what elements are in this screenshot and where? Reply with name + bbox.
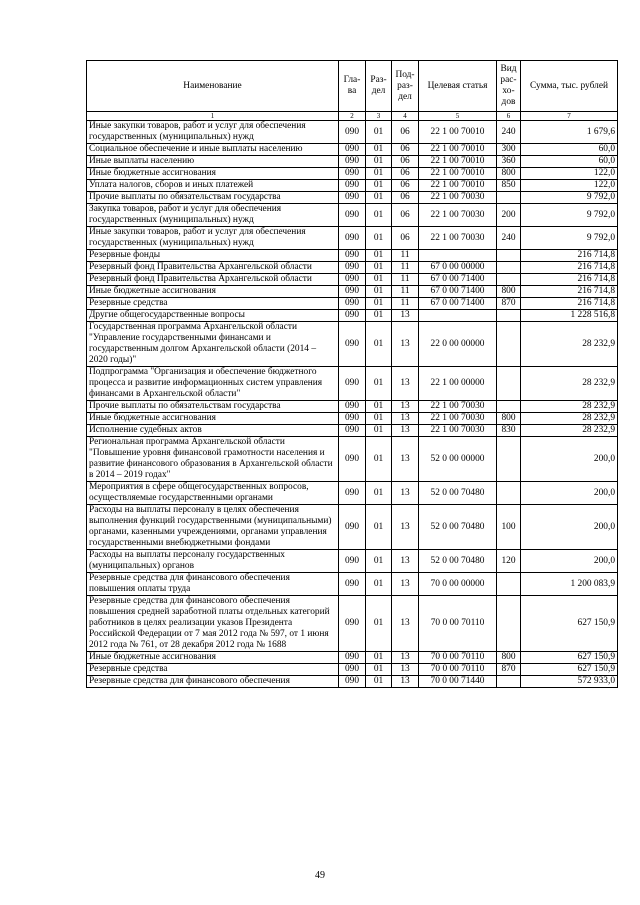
cell-glava: 090 [339, 286, 366, 298]
cell-podrazdel: 11 [392, 262, 419, 274]
cell-razdel: 01 [366, 437, 392, 482]
cell-name: Иные закупки товаров, работ и услуг для обеспечения государственных (муниципальных) нужд [87, 121, 339, 144]
table-row [87, 482, 618, 505]
cell-summa: 1 228 516,8 [521, 310, 618, 322]
cell-glava: 090 [339, 652, 366, 664]
cell-name: Прочие выплаты по обязательствам государства [87, 192, 339, 204]
cell-celevaya [419, 250, 497, 262]
cell-summa: 60,0 [521, 156, 618, 168]
cell-summa: 572 933,0 [521, 676, 618, 688]
cell-razdel: 01 [366, 204, 392, 227]
cell-vid [497, 274, 521, 286]
header-podrazdel: Под-раз-дел [392, 61, 419, 112]
cell-vid: 300 [497, 144, 521, 156]
cell-celevaya [419, 310, 497, 322]
cell-celevaya: 67 0 00 71400 [419, 286, 497, 298]
cell-celevaya: 22 1 00 70010 [419, 168, 497, 180]
cell-glava: 090 [339, 664, 366, 676]
table-row [87, 437, 618, 482]
cell-summa: 216 714,8 [521, 250, 618, 262]
cell-name: Резервные фонды [87, 250, 339, 262]
cell-podrazdel: 11 [392, 274, 419, 286]
column-number: 1 [87, 112, 339, 121]
cell-celevaya: 70 0 00 70110 [419, 596, 497, 652]
cell-vid [497, 262, 521, 274]
cell-glava: 090 [339, 144, 366, 156]
table-row [87, 676, 618, 688]
cell-vid [497, 676, 521, 688]
cell-podrazdel: 06 [392, 168, 419, 180]
cell-vid: 850 [497, 180, 521, 192]
cell-name: Иные выплаты населению [87, 156, 339, 168]
cell-podrazdel: 11 [392, 250, 419, 262]
cell-celevaya: 70 0 00 71440 [419, 676, 497, 688]
cell-summa: 28 232,9 [521, 401, 618, 413]
cell-name: Резервный фонд Правительства Архангельской области [87, 262, 339, 274]
cell-glava: 090 [339, 192, 366, 204]
cell-vid: 360 [497, 156, 521, 168]
table-row [87, 505, 618, 550]
cell-celevaya: 22 1 00 70010 [419, 180, 497, 192]
cell-podrazdel: 13 [392, 322, 419, 367]
cell-podrazdel: 13 [392, 550, 419, 573]
cell-summa: 200,0 [521, 550, 618, 573]
table-row [87, 144, 618, 156]
cell-name: Иные бюджетные ассигнования [87, 413, 339, 425]
cell-name: Исполнение судебных актов [87, 425, 339, 437]
header-razdel: Раз-дел [366, 61, 392, 112]
cell-summa: 1 679,6 [521, 121, 618, 144]
cell-summa: 216 714,8 [521, 298, 618, 310]
table-row [87, 168, 618, 180]
cell-vid: 830 [497, 425, 521, 437]
cell-podrazdel: 06 [392, 156, 419, 168]
cell-celevaya: 22 1 00 70030 [419, 192, 497, 204]
cell-glava: 090 [339, 180, 366, 192]
cell-razdel: 01 [366, 227, 392, 250]
cell-glava: 090 [339, 413, 366, 425]
cell-glava: 090 [339, 596, 366, 652]
table-row [87, 664, 618, 676]
cell-razdel: 01 [366, 322, 392, 367]
cell-glava: 090 [339, 367, 366, 401]
cell-podrazdel: 11 [392, 298, 419, 310]
cell-celevaya: 52 0 00 70480 [419, 482, 497, 505]
cell-celevaya: 22 1 00 70030 [419, 413, 497, 425]
cell-name: Мероприятия в сфере общегосударственных вопросов, осуществляемые государственными органами [87, 482, 339, 505]
header-summa: Сумма, тыс. рублей [521, 61, 618, 112]
header-name: Наименование [87, 61, 339, 112]
table-row [87, 192, 618, 204]
table-row [87, 573, 618, 596]
column-number: 6 [497, 112, 521, 121]
cell-name: Иные закупки товаров, работ и услуг для обеспечения государственных (муниципальных) нужд [87, 227, 339, 250]
cell-razdel: 01 [366, 413, 392, 425]
cell-razdel: 01 [366, 156, 392, 168]
table-row [87, 250, 618, 262]
cell-celevaya: 22 1 00 70030 [419, 227, 497, 250]
table-row [87, 652, 618, 664]
cell-razdel: 01 [366, 310, 392, 322]
cell-podrazdel: 06 [392, 121, 419, 144]
cell-podrazdel: 13 [392, 664, 419, 676]
cell-razdel: 01 [366, 168, 392, 180]
cell-summa: 122,0 [521, 168, 618, 180]
cell-razdel: 01 [366, 425, 392, 437]
cell-razdel: 01 [366, 144, 392, 156]
cell-glava: 090 [339, 262, 366, 274]
cell-glava: 090 [339, 156, 366, 168]
cell-podrazdel: 13 [392, 425, 419, 437]
cell-summa: 1 200 083,9 [521, 573, 618, 596]
cell-name: Другие общегосударственные вопросы [87, 310, 339, 322]
column-number: 4 [392, 112, 419, 121]
cell-summa: 200,0 [521, 482, 618, 505]
cell-glava: 090 [339, 505, 366, 550]
cell-name: Уплата налогов, сборов и иных платежей [87, 180, 339, 192]
column-number-row [87, 112, 618, 121]
cell-summa: 200,0 [521, 505, 618, 550]
cell-podrazdel: 13 [392, 367, 419, 401]
cell-vid: 800 [497, 168, 521, 180]
header-row [87, 61, 618, 112]
cell-podrazdel: 13 [392, 573, 419, 596]
cell-summa: 216 714,8 [521, 262, 618, 274]
cell-name: Резервный фонд Правительства Архангельской области [87, 274, 339, 286]
header-celevaya: Целевая статья [419, 61, 497, 112]
cell-podrazdel: 13 [392, 652, 419, 664]
cell-vid [497, 367, 521, 401]
cell-razdel: 01 [366, 664, 392, 676]
cell-name: Резервные средства [87, 298, 339, 310]
cell-vid: 800 [497, 652, 521, 664]
cell-vid [497, 322, 521, 367]
cell-podrazdel: 06 [392, 204, 419, 227]
cell-name: Подпрограмма "Организация и обеспечение бюджетного процесса и развитие информационных систем управления финансами в Архангельской области" [87, 367, 339, 401]
table-row [87, 596, 618, 652]
table-row [87, 121, 618, 144]
cell-celevaya: 22 1 00 70010 [419, 156, 497, 168]
table-row [87, 227, 618, 250]
table-row [87, 367, 618, 401]
cell-name: Государственная программа Архангельской области "Управление государственными финансами и государственным долгом Архангельской области (2014 – 2020 годы)" [87, 322, 339, 367]
header-vid: Вид рас-хо-дов [497, 61, 521, 112]
cell-glava: 090 [339, 227, 366, 250]
cell-summa: 9 792,0 [521, 227, 618, 250]
cell-vid: 800 [497, 286, 521, 298]
cell-glava: 090 [339, 437, 366, 482]
cell-razdel: 01 [366, 180, 392, 192]
cell-glava: 090 [339, 168, 366, 180]
cell-celevaya: 22 1 00 70030 [419, 425, 497, 437]
column-number: 2 [339, 112, 366, 121]
cell-glava: 090 [339, 573, 366, 596]
cell-podrazdel: 13 [392, 482, 419, 505]
table-row [87, 156, 618, 168]
cell-name: Закупка товаров, работ и услуг для обеспечения государственных (муниципальных) нужд [87, 204, 339, 227]
cell-summa: 216 714,8 [521, 274, 618, 286]
cell-podrazdel: 13 [392, 505, 419, 550]
cell-vid [497, 482, 521, 505]
table-row [87, 413, 618, 425]
cell-podrazdel: 06 [392, 192, 419, 204]
cell-vid: 100 [497, 505, 521, 550]
cell-name: Расходы на выплаты персоналу в целях обеспечения выполнения функций государственными (муниципальными) органами, казенными учреждениями, органами управления государственными внебюджетными фондами [87, 505, 339, 550]
cell-podrazdel: 13 [392, 437, 419, 482]
cell-vid [497, 192, 521, 204]
cell-glava: 090 [339, 482, 366, 505]
cell-vid: 120 [497, 550, 521, 573]
table-row [87, 550, 618, 573]
cell-vid: 240 [497, 121, 521, 144]
cell-celevaya: 70 0 00 70110 [419, 664, 497, 676]
cell-razdel: 01 [366, 676, 392, 688]
cell-name: Резервные средства [87, 664, 339, 676]
cell-razdel: 01 [366, 367, 392, 401]
cell-podrazdel: 13 [392, 401, 419, 413]
cell-celevaya: 67 0 00 71400 [419, 298, 497, 310]
cell-razdel: 01 [366, 121, 392, 144]
cell-celevaya: 22 1 00 70030 [419, 401, 497, 413]
cell-glava: 090 [339, 298, 366, 310]
cell-razdel: 01 [366, 505, 392, 550]
cell-celevaya: 22 1 00 70010 [419, 121, 497, 144]
cell-name: Иные бюджетные ассигнования [87, 168, 339, 180]
cell-celevaya: 70 0 00 00000 [419, 573, 497, 596]
cell-celevaya: 70 0 00 70110 [419, 652, 497, 664]
cell-vid: 240 [497, 227, 521, 250]
cell-podrazdel: 13 [392, 676, 419, 688]
cell-glava: 090 [339, 274, 366, 286]
cell-summa: 627 150,9 [521, 596, 618, 652]
table-row [87, 262, 618, 274]
cell-glava: 090 [339, 425, 366, 437]
cell-glava: 090 [339, 310, 366, 322]
cell-razdel: 01 [366, 573, 392, 596]
cell-podrazdel: 11 [392, 286, 419, 298]
cell-summa: 28 232,9 [521, 425, 618, 437]
cell-podrazdel: 13 [392, 310, 419, 322]
cell-glava: 090 [339, 401, 366, 413]
table-body [87, 121, 618, 688]
cell-vid [497, 401, 521, 413]
cell-podrazdel: 13 [392, 596, 419, 652]
cell-celevaya: 52 0 00 70480 [419, 505, 497, 550]
budget-table [86, 60, 618, 688]
cell-name: Расходы на выплаты персоналу государственных (муниципальных) органов [87, 550, 339, 573]
cell-summa: 200,0 [521, 437, 618, 482]
cell-celevaya: 22 1 00 70030 [419, 204, 497, 227]
cell-vid [497, 310, 521, 322]
cell-razdel: 01 [366, 652, 392, 664]
page-number: 49 [315, 870, 325, 881]
cell-summa: 627 150,9 [521, 664, 618, 676]
cell-name: Резервные средства для финансового обеспечения повышения оплаты труда [87, 573, 339, 596]
cell-razdel: 01 [366, 192, 392, 204]
table-row [87, 180, 618, 192]
cell-celevaya: 22 0 00 00000 [419, 322, 497, 367]
cell-name: Иные бюджетные ассигнования [87, 286, 339, 298]
cell-name: Прочие выплаты по обязательствам государства [87, 401, 339, 413]
cell-summa: 9 792,0 [521, 192, 618, 204]
cell-celevaya: 67 0 00 71400 [419, 274, 497, 286]
cell-name: Социальное обеспечение и иные выплаты населению [87, 144, 339, 156]
cell-celevaya: 67 0 00 00000 [419, 262, 497, 274]
table-row [87, 204, 618, 227]
cell-glava: 090 [339, 121, 366, 144]
cell-summa: 60,0 [521, 144, 618, 156]
cell-razdel: 01 [366, 262, 392, 274]
column-number: 3 [366, 112, 392, 121]
cell-razdel: 01 [366, 550, 392, 573]
header-glava: Гла-ва [339, 61, 366, 112]
column-number: 7 [521, 112, 618, 121]
cell-vid [497, 250, 521, 262]
table-row [87, 310, 618, 322]
cell-podrazdel: 06 [392, 144, 419, 156]
cell-vid: 800 [497, 413, 521, 425]
cell-vid [497, 437, 521, 482]
cell-glava: 090 [339, 250, 366, 262]
cell-glava: 090 [339, 676, 366, 688]
cell-summa: 627 150,9 [521, 652, 618, 664]
cell-summa: 28 232,9 [521, 367, 618, 401]
cell-razdel: 01 [366, 250, 392, 262]
cell-summa: 216 714,8 [521, 286, 618, 298]
cell-vid [497, 573, 521, 596]
table-row [87, 298, 618, 310]
cell-razdel: 01 [366, 274, 392, 286]
cell-name: Резервные средства для финансового обеспечения [87, 676, 339, 688]
cell-celevaya: 22 1 00 70010 [419, 144, 497, 156]
cell-vid [497, 596, 521, 652]
cell-podrazdel: 06 [392, 227, 419, 250]
cell-glava: 090 [339, 550, 366, 573]
cell-glava: 090 [339, 204, 366, 227]
cell-vid: 870 [497, 664, 521, 676]
cell-name: Иные бюджетные ассигнования [87, 652, 339, 664]
cell-summa: 9 792,0 [521, 204, 618, 227]
table-row [87, 425, 618, 437]
cell-razdel: 01 [366, 596, 392, 652]
cell-razdel: 01 [366, 298, 392, 310]
cell-celevaya: 52 0 00 00000 [419, 437, 497, 482]
cell-name: Резервные средства для финансового обеспечения повышения средней заработной платы отдельных категорий работников в целях реализации указов Президента Российской Федерации от 7 мая 2012 года № 597, от 1 июня 2012 года № 761, от 28 декабря 2012 года № 1688 [87, 596, 339, 652]
cell-podrazdel: 13 [392, 413, 419, 425]
cell-celevaya: 52 0 00 70480 [419, 550, 497, 573]
cell-summa: 122,0 [521, 180, 618, 192]
cell-summa: 28 232,9 [521, 322, 618, 367]
cell-vid: 200 [497, 204, 521, 227]
cell-razdel: 01 [366, 482, 392, 505]
table-row [87, 322, 618, 367]
cell-glava: 090 [339, 322, 366, 367]
cell-razdel: 01 [366, 401, 392, 413]
cell-summa: 28 232,9 [521, 413, 618, 425]
table-row [87, 401, 618, 413]
cell-celevaya: 22 1 00 00000 [419, 367, 497, 401]
cell-podrazdel: 06 [392, 180, 419, 192]
cell-name: Региональная программа Архангельской области "Повышение уровня финансовой грамотности населения и развитие финансового образования в Архангельской области в 2014 – 2019 годах" [87, 437, 339, 482]
cell-razdel: 01 [366, 286, 392, 298]
cell-vid: 870 [497, 298, 521, 310]
table-row [87, 286, 618, 298]
table-row [87, 274, 618, 286]
column-number: 5 [419, 112, 497, 121]
